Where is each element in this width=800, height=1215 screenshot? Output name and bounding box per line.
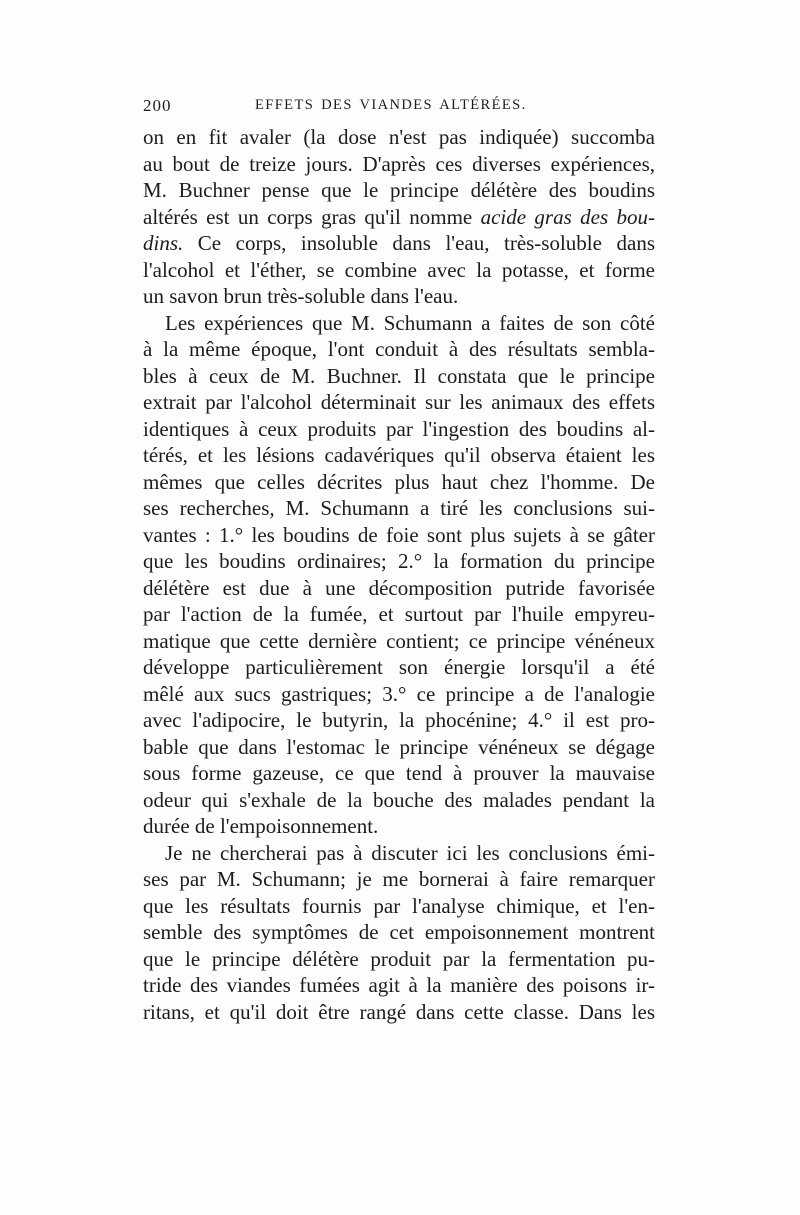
text-segment: altérés est un corps gras qu'il nomme	[143, 204, 481, 229]
text-line: que le principe délétère produit par la fermentation pu-	[143, 946, 655, 971]
text-line	[143, 204, 655, 231]
text-line: matique que cette dernière contient; ce principe vénéneux	[143, 628, 655, 653]
text-line: odeur qui s'exhale de la bouche des malades pendant la	[143, 787, 655, 812]
text-line: un savon brun très-soluble dans l'eau.	[143, 284, 459, 308]
text-line: avec l'adipocire, le butyrin, la phocénine; 4.° il est pro-	[143, 708, 655, 732]
text-line: que les boudins ordinaires; 2.° la formation du principe	[143, 549, 655, 573]
text-line: durée de l'empoisonnement.	[143, 814, 379, 838]
text-line: bable que dans l'estomac le principe vénéneux se dégage	[143, 734, 655, 759]
text-line: sous forme gazeuse, ce que tend à prouver la mauvaise	[143, 761, 655, 785]
text-line: Les expériences que M. Schumann a faites de son côté	[165, 310, 655, 335]
page-number: 200	[143, 96, 172, 115]
text-line: par l'action de la fumée, et surtout par l'huile empyreu-	[143, 602, 655, 626]
text-line: mêmes que celles décrites plus haut chez l'homme. De	[143, 469, 655, 494]
text-line: l'alcohol et l'éther, se combine avec la potasse, et forme	[143, 257, 655, 282]
text-line: identiques à ceux produits par l'ingestion des boudins al-	[143, 416, 655, 441]
text-segment: Ce corps, insoluble dans l'eau, très-soluble dans	[183, 231, 655, 255]
text-line: délétère est due à une décomposition putride favorisée	[143, 575, 655, 600]
text-line: à la même époque, l'ont conduit à des résultats sembla-	[143, 337, 655, 361]
text-line: ses recherches, M. Schumann a tiré les conclusions sui-	[143, 496, 655, 520]
text-line: ritans, et qu'il doit être rangé dans cette classe. Dans les	[143, 999, 655, 1024]
text-line: extrait par l'alcohol déterminait sur les animaux des effets	[143, 390, 655, 414]
text-line: térés, et les lésions cadavériques qu'il observa étaient les	[143, 443, 655, 467]
text-line: développe particulièrement son énergie lorsqu'il a été	[143, 655, 655, 679]
italic-term: acide gras des bou-	[480, 204, 655, 229]
text-line: que les résultats fournis par l'analyse chimique, et l'en-	[143, 893, 655, 918]
text-line: tride des viandes fumées agit à la manière des poisons ir-	[143, 973, 655, 997]
text-line: on en fit avaler (la dose n'est pas indiquée) succomba	[143, 125, 655, 149]
text-line: au bout de treize jours. D'après ces diverses expériences,	[143, 151, 655, 176]
text-line: Je ne chercherai pas à discuter ici les conclusions émi-	[165, 840, 655, 865]
text-line: bles à ceux de M. Buchner. Il constata que le principe	[143, 363, 655, 388]
text-line	[143, 230, 655, 257]
italic-term: dins.	[143, 231, 184, 255]
text-line: ses par M. Schumann; je me bornerai à faire remarquer	[143, 867, 655, 891]
running-head: EFFETS DES VIANDES ALTÉRÉES.	[255, 97, 527, 113]
text-line: semble des symptômes de cet empoisonnement montrent	[143, 920, 655, 944]
text-line: M. Buchner pense que le principe délétère des boudins	[143, 178, 655, 202]
body-text	[143, 124, 655, 1025]
text-line: mêlé aux sucs gastriques; 3.° ce principe a de l'analogie	[143, 681, 655, 706]
text-line: vantes : 1.° les boudins de foie sont plus sujets à se gâter	[143, 522, 655, 547]
page-header	[143, 96, 663, 122]
